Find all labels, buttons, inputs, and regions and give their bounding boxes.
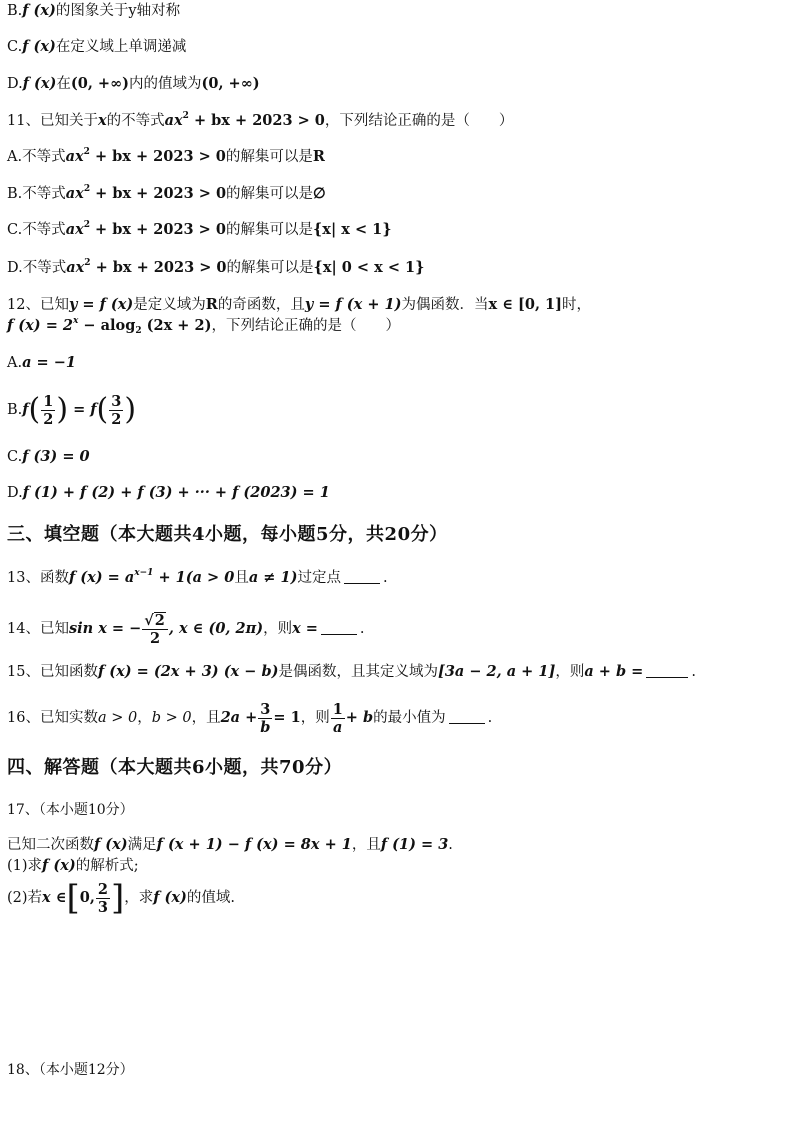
q17-stem: 已知二次函数f (x)满足f (x + 1) − f (x) = 8x + 1，且f (1) = 3. (7, 836, 453, 853)
fraction: $\frac{√2}{2}$ (142, 612, 168, 647)
q12-option-d: D.f (1) + f (2) + f (3) + ··· + f (2023) = 1 (7, 484, 330, 501)
fraction: $\frac{3}{2}$ (111, 392, 122, 428)
q12-stem-line2: f $(x) = 2^x - alog_2$ (2x + 2)，下列结论正确的是（ ） (7, 316, 400, 336)
answer-blank[interactable] (449, 709, 485, 724)
answer-blank[interactable] (344, 569, 380, 584)
q12-stem-line1: 12、已知y = f (x)是定义域为R的奇函数，且y = f (x + 1)为偶函数．当x ∈ [0, 1]时， (7, 296, 591, 313)
q13: 13、函数f $(x) = a^{x-1} + 1(a > 0$且a ≠ 1)过定点 . (7, 568, 388, 586)
q11-option-b: B.不等式$ax^2$ + bx + 2023 > 0的解集可以是∅ (7, 184, 326, 202)
fraction: $\frac{1}{2}$ (43, 392, 54, 428)
section-heading-fill-blank: 三、填空题（本大题共4小题，每小题5分，共20分） (7, 524, 448, 545)
q10-option-b: B.f (x)的图象关于y轴对称 (7, 2, 181, 19)
q12-option-c: C.f (3) = 0 (7, 448, 90, 465)
answer-blank[interactable] (646, 663, 688, 678)
q12-option-b: B.f( $\frac{1}{2}$ ) = f( $\frac{3}{2}$ ) (7, 392, 137, 428)
q11-stem: 11、已知关于x的不等式$ax^2$ + bx + 2023 > 0，下列结论正确的是（ ） (7, 111, 514, 129)
fraction: $\frac{1}{a}$ (332, 700, 343, 736)
q16: 16、已知实数a > 0，b > 0，且2a + $\frac{3}{b}$ = 1，则 $\frac{1}{a}$ + b的最小值为 . (7, 700, 493, 736)
q14: 14、已知sin x = − $\frac{√2}{2}$ , x ∈ (0, 2π)，则x = . (7, 611, 365, 647)
section-heading-solutions: 四、解答题（本大题共6小题，共70分） (7, 757, 343, 778)
q18-header: 18、（本小题12分） (7, 1062, 134, 1078)
q10-option-d: D.f (x)在(0, +∞)内的值域为(0, +∞) (7, 75, 260, 92)
answer-blank[interactable] (321, 620, 357, 635)
q12-option-a: A.a = −1 (7, 354, 76, 371)
q17-part2: (2)若x ∈[0, $\frac{2}{3}$ ]，求f (x)的值域. (7, 878, 236, 918)
fraction: $\frac{3}{b}$ (260, 700, 271, 736)
q11-option-d: D.不等式$ax^2$ + bx + 2023 > 0的解集可以是{x| 0 < x < 1} (7, 258, 425, 276)
q11-option-c: C.不等式$ax^2$ + bx + 2023 > 0的解集可以是{x| x < 1} (7, 220, 392, 238)
q15: 15、已知函数f (x) = (2x + 3) (x − b)是偶函数，且其定义域为[3a − 2, a + 1]，则a + b = . (7, 663, 696, 680)
q17-part1: (1)求f (x)的解析式; (7, 857, 139, 874)
fraction: $\frac{2}{3}$ (97, 880, 108, 916)
q17-header: 17、（本小题10分） (7, 802, 134, 818)
q11-option-a: A.不等式$ax^2$ + bx + 2023 > 0的解集可以是R (7, 147, 325, 165)
q10-option-c: C.f (x)在定义域上单调递减 (7, 38, 187, 55)
